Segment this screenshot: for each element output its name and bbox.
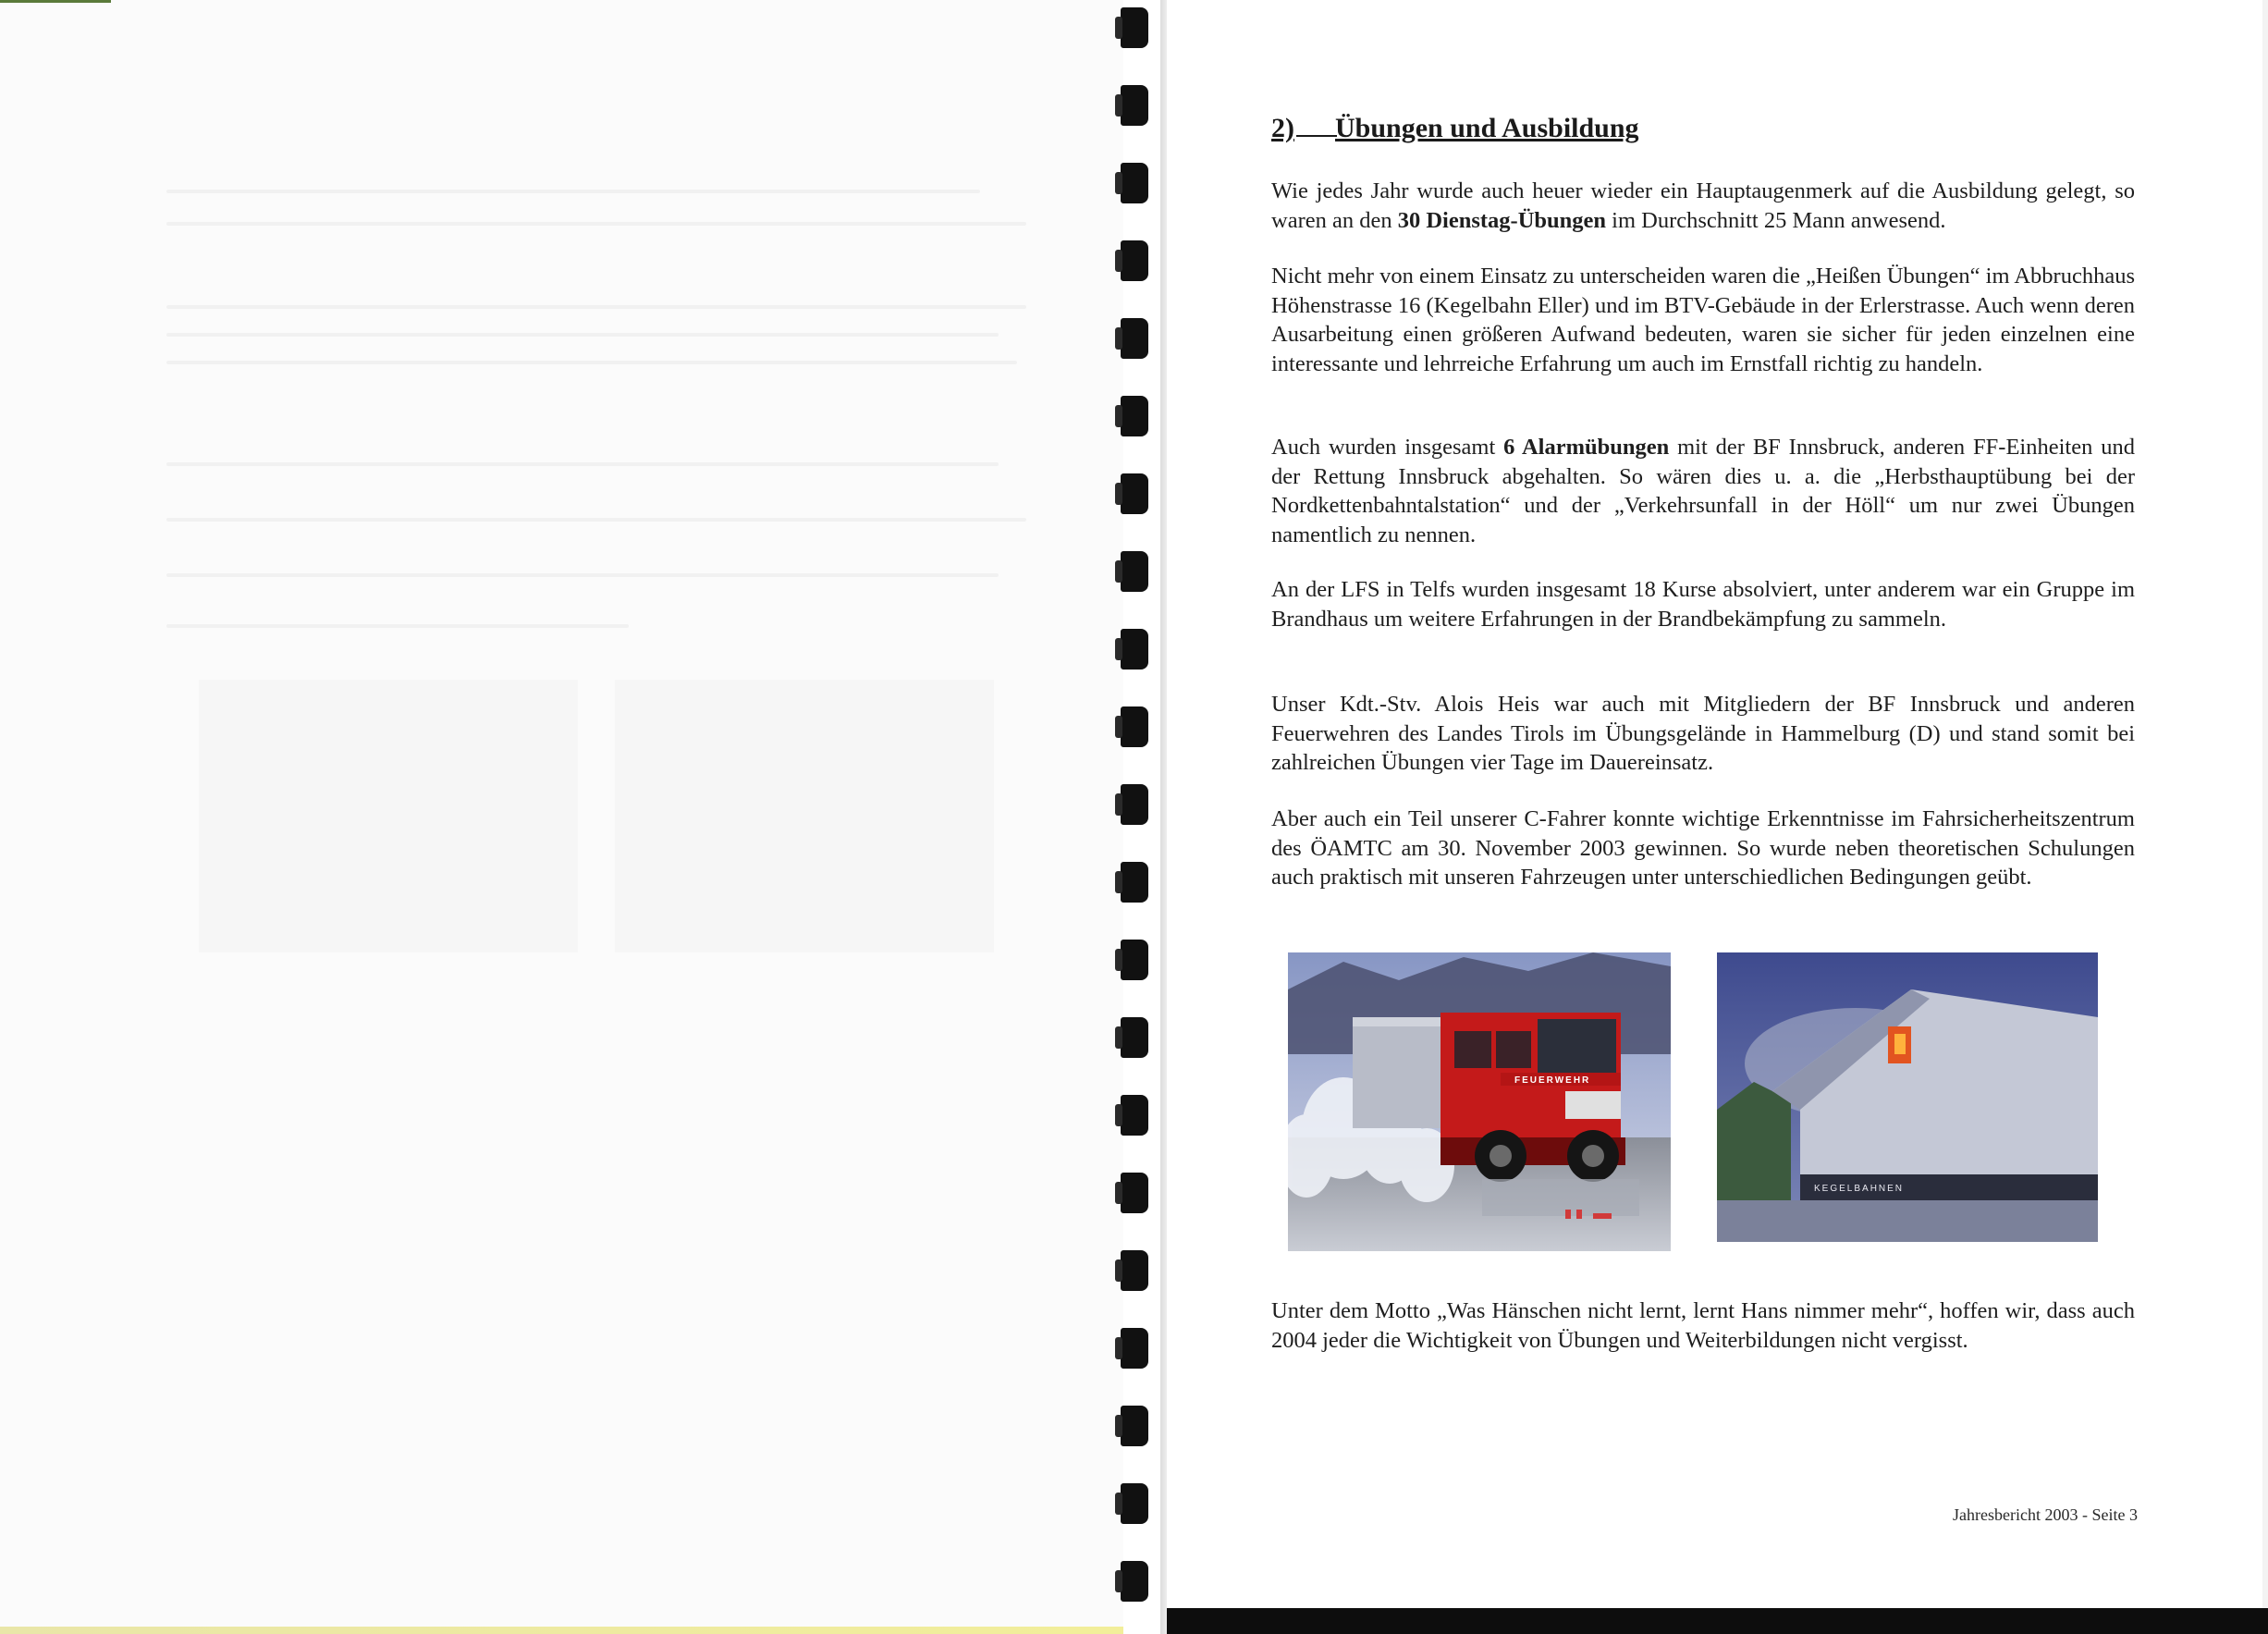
binding-ring: [1121, 706, 1148, 747]
binding-ring: [1121, 1561, 1148, 1602]
binding-ring: [1121, 1250, 1148, 1291]
paragraph-hot-exercises: Nicht mehr von einem Einsatz zu unterscheiden waren die „Heißen Übungen“ im Abbruchhaus Höhenstrasse 16 (Kegelbahn Eller) und im BTV-Gebäude in der Erlerstrasse. Auch wenn deren Ausarbeitung einen größeren Aufwand bedeuten, waren sie sicher für jeden einzelnen eine interessante und lehrreiche Erfahrung um auch im Ernstfall richtig zu handeln.: [1271, 264, 2135, 376]
ghost-text-line: [166, 222, 1026, 226]
section-number: 2): [1271, 113, 1294, 143]
binding-ring: [1121, 396, 1148, 436]
binding-ring: [1121, 473, 1148, 514]
paragraph-emphasis: 30 Dienstag-Übungen: [1397, 207, 1607, 233]
ghost-text-line: [166, 462, 999, 466]
ghost-photo: [615, 680, 994, 952]
ghost-photo: [199, 680, 578, 952]
paragraph-driving-safety: Aber auch ein Teil unserer C-Fahrer konnte wichtige Erkenntnisse im Fahrsicherheitszentrum des ÖAMTC am 30. November 2003 gewinnen. So wurde neben theoretischen Schulungen auch praktisch mit unseren Fahrzeugen unter unterschiedlichen Bedingungen geübt.: [1271, 806, 2135, 890]
paragraph-alarm-exercises: [1271, 433, 2135, 549]
paragraph-training: [1271, 177, 2135, 235]
paragraph-courses: An der LFS in Telfs wurden insgesamt 18 Kurse absolviert, unter anderem war ein Gruppe im Brandhaus um weitere Erfahrungen in der Brandbekämpfung zu sammeln.: [1271, 577, 2135, 632]
binding-ring: [1121, 1095, 1148, 1136]
paragraph-text: Wie jedes Jahr wurde auch heuer wieder ein Hauptaugenmerk auf die Ausbildung gelegt, so waren an den: [1271, 178, 2135, 233]
ghost-text-line: [166, 361, 1017, 364]
binding-ring: [1121, 1328, 1148, 1369]
paragraph-text: Auch wurden insgesamt: [1271, 435, 1504, 460]
heading-underline-gap: [1296, 134, 1337, 137]
building-sign-text: KEGELBAHNEN: [1814, 1184, 1905, 1194]
ghost-text-line: [166, 305, 1026, 309]
left-page-faded: [0, 0, 1123, 1634]
scan-bottom-shadow: [1167, 1608, 2268, 1634]
scan-edge-top: [0, 0, 111, 3]
binding-ring: [1121, 1483, 1148, 1524]
scan-edge-bottom: [0, 1627, 1123, 1634]
binding-ring: [1121, 1017, 1148, 1058]
photo-burning-building: [1717, 952, 2098, 1242]
page-footer: Jahresbericht 2003 - Seite 3: [1953, 1505, 2138, 1524]
ghost-text-line: [166, 518, 1026, 522]
truck-sign-text: FEUERWEHR: [1514, 1075, 1591, 1086]
binding-ring: [1121, 551, 1148, 592]
paragraph-text: im Durchschnitt 25 Mann anwesend.: [1606, 207, 1946, 233]
binding-ring: [1121, 784, 1148, 825]
photo-fire-truck: [1288, 952, 1671, 1251]
paragraph-motto: Unter dem Motto „Was Hänschen nicht lernt, lernt Hans nimmer mehr“, hoffen wir, dass auch 2004 jeder die Wichtigkeit von Übungen und Weiterbildungen nicht vergisst.: [1271, 1298, 2135, 1353]
ghost-text-line: [166, 333, 999, 337]
binding-ring: [1121, 163, 1148, 203]
binding-ring: [1121, 629, 1148, 670]
binding-ring: [1121, 85, 1148, 126]
binding-ring: [1121, 7, 1148, 48]
spiral-binding: [1109, 0, 1165, 1634]
binding-ring: [1121, 318, 1148, 359]
paragraph-text: mit der BF Innsbruck, anderen FF-Einheiten und der Rettung Innsbruck abgehalten. So wären dies u. a. die „Herbsthauptübung bei der Nordkettenbahntalstation“ und der „Verkehrsunfall in der Höll“ um nur zwei Übungen namentlich zu nennen.: [1271, 435, 2135, 547]
section-title: Übungen und Ausbildung: [1335, 113, 1639, 143]
paragraph-emphasis: 6 Alarmübungen: [1503, 435, 1670, 460]
scan-edge-right: [2262, 0, 2268, 1634]
binding-ring: [1121, 1406, 1148, 1446]
binding-ring: [1121, 240, 1148, 281]
ghost-text-line: [166, 190, 980, 193]
binding-ring: [1121, 940, 1148, 980]
binding-ring: [1121, 862, 1148, 903]
ghost-text-line: [166, 624, 629, 628]
ghost-text-line: [166, 573, 999, 577]
section-heading: [1271, 113, 1639, 144]
paragraph-hammelburg: Unser Kdt.-Stv. Alois Heis war auch mit Mitgliedern der BF Innsbruck und anderen Feuerwehren des Landes Tirols im Übungsgelände in Hammelburg (D) und stand somit bei zahlreichen Übungen vier Tage im Dauereinsatz.: [1271, 692, 2135, 775]
binding-ring: [1121, 1173, 1148, 1213]
